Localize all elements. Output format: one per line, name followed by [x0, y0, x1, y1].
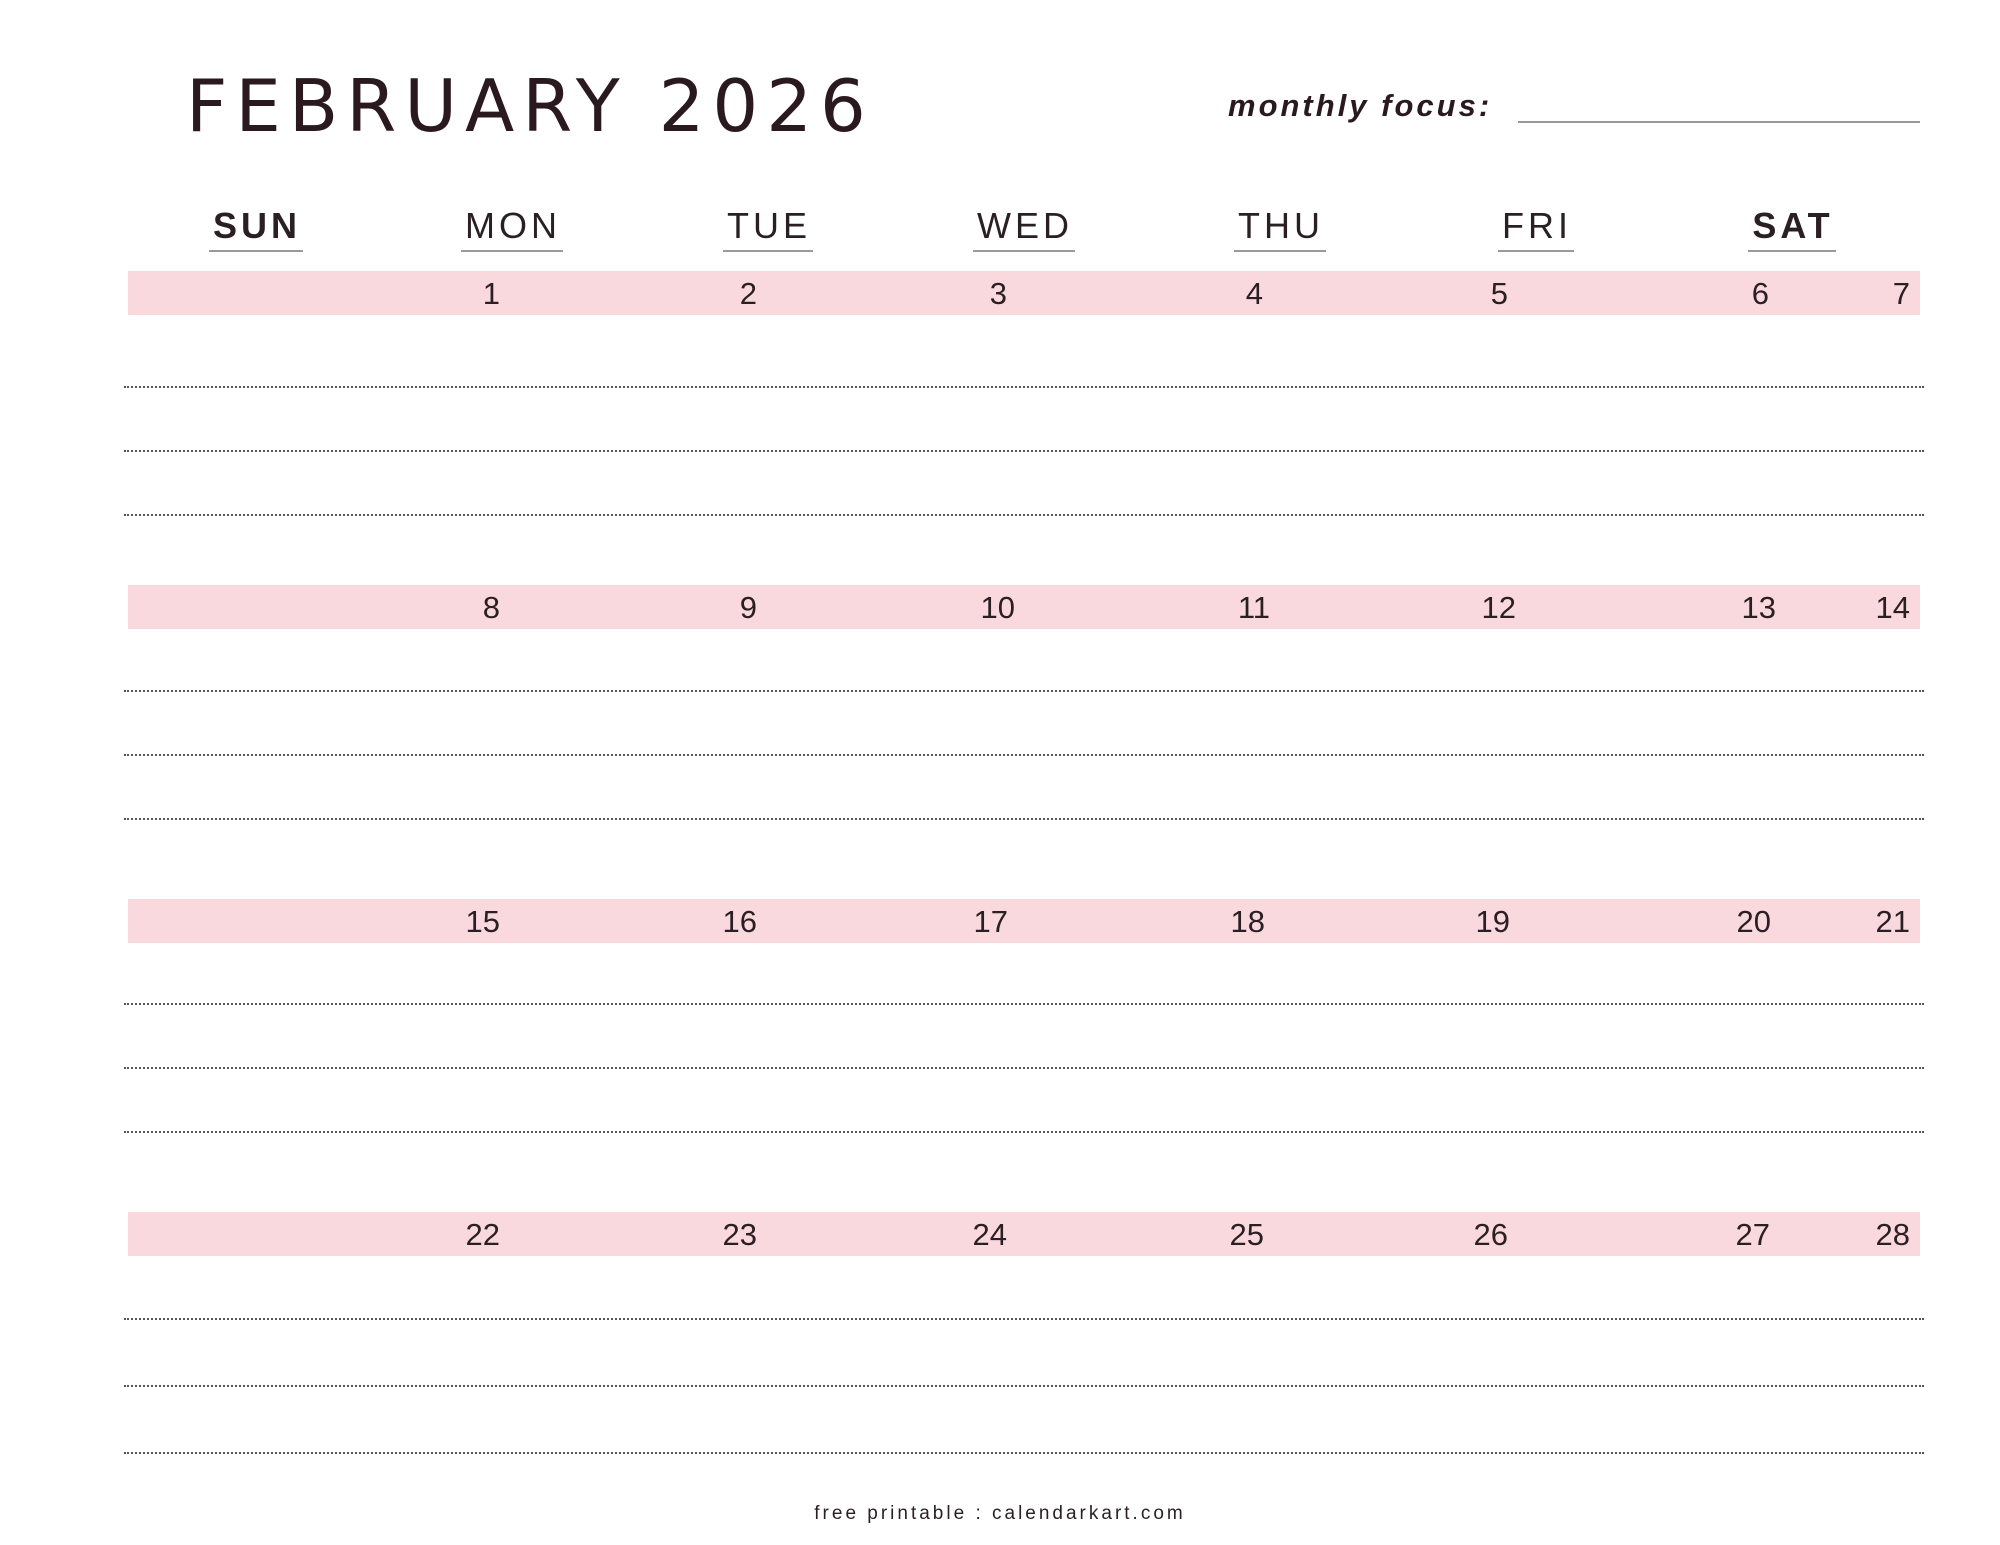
day-cell[interactable]: 5: [1490, 276, 1508, 311]
day-cell[interactable]: 24: [972, 1217, 1007, 1252]
day-cell[interactable]: 17: [973, 904, 1008, 939]
day-cell[interactable]: 19: [1475, 904, 1510, 939]
day-cell[interactable]: 21: [1875, 904, 1910, 939]
writing-line[interactable]: [124, 690, 1924, 692]
weekday-thu: THU: [1152, 206, 1408, 252]
day-cell[interactable]: 20: [1736, 904, 1771, 939]
date-band: [128, 271, 1920, 315]
day-cell[interactable]: 7: [1892, 276, 1910, 311]
day-cell[interactable]: 1: [482, 276, 500, 311]
week-row-1: [128, 271, 1920, 531]
day-cell[interactable]: 26: [1473, 1217, 1508, 1252]
writing-line[interactable]: [124, 1452, 1924, 1454]
day-cell[interactable]: 3: [989, 276, 1007, 311]
weekday-header: [128, 206, 1920, 256]
week-row-4: [128, 1212, 1920, 1472]
week-row-2: [128, 585, 1920, 845]
day-cell[interactable]: 12: [1481, 590, 1516, 625]
day-cell[interactable]: 9: [739, 590, 757, 625]
weekday-fri: FRI: [1408, 206, 1664, 252]
date-band: [128, 899, 1920, 943]
footer-credit: free printable : calendarkart.com: [814, 1503, 1186, 1524]
week-row-3: [128, 899, 1920, 1159]
page-title: FEBRUARY 2026: [186, 64, 874, 148]
writing-line[interactable]: [124, 1003, 1924, 1005]
writing-line[interactable]: [124, 1067, 1924, 1069]
weekday-wed: WED: [896, 206, 1152, 252]
day-cell[interactable]: 23: [722, 1217, 757, 1252]
monthly-focus-line[interactable]: [1518, 121, 1920, 123]
writing-line[interactable]: [124, 450, 1924, 452]
day-cell[interactable]: 6: [1751, 276, 1769, 311]
day-cell[interactable]: 2: [739, 276, 757, 311]
day-cell[interactable]: 11: [1237, 590, 1270, 625]
writing-line[interactable]: [124, 1131, 1924, 1133]
day-cell[interactable]: 15: [465, 904, 500, 939]
day-cell[interactable]: 16: [722, 904, 757, 939]
writing-line[interactable]: [124, 818, 1924, 820]
day-cell[interactable]: 13: [1741, 590, 1776, 625]
day-cell[interactable]: 8: [482, 590, 500, 625]
day-cell[interactable]: 10: [980, 590, 1015, 625]
writing-line[interactable]: [124, 754, 1924, 756]
day-cell[interactable]: 28: [1875, 1217, 1910, 1252]
weekday-sun: SUN: [128, 206, 384, 252]
day-cell[interactable]: 4: [1245, 276, 1263, 311]
writing-line[interactable]: [124, 1318, 1924, 1320]
date-band: [128, 1212, 1920, 1256]
weekday-mon: MON: [384, 206, 640, 252]
day-cell[interactable]: 14: [1875, 590, 1910, 625]
monthly-focus-label: monthly focus:: [1228, 88, 1493, 123]
weekday-tue: TUE: [640, 206, 896, 252]
day-cell[interactable]: 27: [1735, 1217, 1770, 1252]
date-band: [128, 585, 1920, 629]
day-cell[interactable]: 22: [465, 1217, 500, 1252]
writing-line[interactable]: [124, 1385, 1924, 1387]
day-cell[interactable]: 25: [1229, 1217, 1264, 1252]
writing-line[interactable]: [124, 386, 1924, 388]
weekday-sat: SAT: [1664, 206, 1920, 252]
writing-line[interactable]: [124, 514, 1924, 516]
day-cell[interactable]: 18: [1230, 904, 1265, 939]
